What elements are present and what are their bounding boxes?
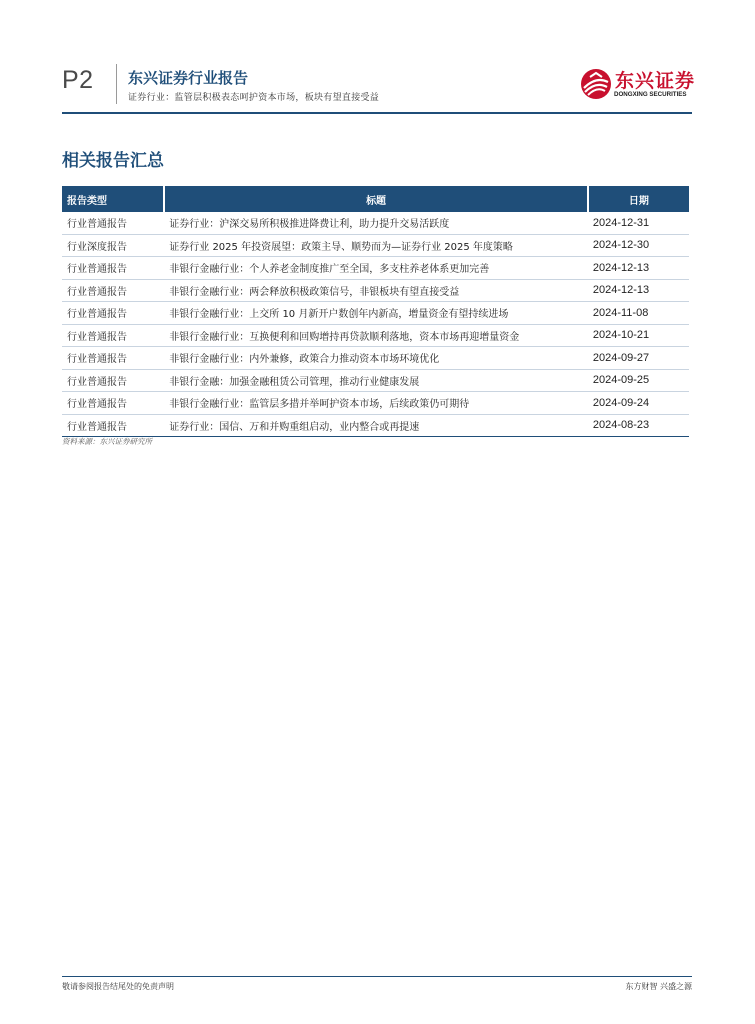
report-title-cell: 非银行金融行业：内外兼修，政策合力推动资本市场环境优化 <box>164 347 588 370</box>
report-date-cell: 2024-09-25 <box>588 369 689 392</box>
company-logo <box>580 66 696 102</box>
report-subtitle: 证券行业：监管层积极表态呵护资本市场，板块有望直接受益 <box>128 93 380 103</box>
logo-name-en: DONGXING SECURITIES <box>614 91 687 98</box>
report-date-cell: 2024-09-24 <box>588 392 689 415</box>
table-row <box>62 347 689 370</box>
report-type-cell: 行业普通报告 <box>62 414 164 437</box>
report-type-cell: 行业普通报告 <box>62 392 164 415</box>
report-type-cell: 行业普通报告 <box>62 369 164 392</box>
report-type-cell: 行业普通报告 <box>62 324 164 347</box>
report-date-cell: 2024-12-13 <box>588 279 689 302</box>
report-date-cell: 2024-09-27 <box>588 347 689 370</box>
table-row <box>62 414 689 437</box>
report-date-cell: 2024-12-31 <box>588 212 689 234</box>
report-date-cell: 2024-12-13 <box>588 257 689 280</box>
report-type-cell: 行业普通报告 <box>62 302 164 325</box>
report-title-cell: 证券行业：国信、万和并购重组启动，业内整合或再提速 <box>164 414 588 437</box>
report-title-cell: 非银行金融行业：个人养老金制度推广至全国，多支柱养老体系更加完善 <box>164 257 588 280</box>
report-date-cell: 2024-08-23 <box>588 414 689 437</box>
report-title-cell: 非银行金融行业：两会释放积极政策信号，非银板块有望直接受益 <box>164 279 588 302</box>
report-title: 东兴证券行业报告 <box>128 69 249 87</box>
report-type-cell: 行业普通报告 <box>62 279 164 302</box>
section-title: 相关报告汇总 <box>62 151 164 171</box>
table-row <box>62 302 689 325</box>
logo-name-cn: 东兴证券 <box>615 70 696 92</box>
page-number: P2 <box>62 66 94 94</box>
report-date-cell: 2024-12-30 <box>588 234 689 257</box>
report-type-cell: 行业深度报告 <box>62 234 164 257</box>
report-title-cell: 证券行业：沪深交易所积极推进降费让利，助力提升交易活跃度 <box>164 212 588 234</box>
header-rule <box>62 112 692 114</box>
report-title-cell: 非银行金融：加强金融租赁公司管理，推动行业健康发展 <box>164 369 588 392</box>
footer-slogan: 东方财智 兴盛之源 <box>625 982 692 991</box>
related-reports-table <box>62 186 689 437</box>
report-title-cell: 非银行金融行业：互换便利和回购增持再贷款顺利落地，资本市场再迎增量资金 <box>164 324 588 347</box>
table-row <box>62 279 689 302</box>
report-type-cell: 行业普通报告 <box>62 257 164 280</box>
source-note: 资料来源：东兴证券研究所 <box>62 437 152 446</box>
table-header-row <box>62 186 689 212</box>
table-row <box>62 369 689 392</box>
footer-disclaimer: 敬请参阅报告结尾处的免责声明 <box>62 982 174 991</box>
header-date: 日期 <box>588 186 689 212</box>
report-title-cell: 非银行金融行业：监管层多措并举呵护资本市场，后续政策仍可期待 <box>164 392 588 415</box>
header-report-type: 报告类型 <box>62 186 164 212</box>
table-row <box>62 257 689 280</box>
table-row <box>62 212 689 234</box>
report-type-cell: 行业普通报告 <box>62 212 164 234</box>
report-type-cell: 行业普通报告 <box>62 347 164 370</box>
footer-rule <box>62 976 692 977</box>
report-date-cell: 2024-11-08 <box>588 302 689 325</box>
report-title-cell: 非银行金融行业：上交所 10 月新开户数创年内新高，增量资金有望持续进场 <box>164 302 588 325</box>
table-row <box>62 392 689 415</box>
report-title-cell: 证券行业 2025 年投资展望：政策主导、顺势而为—证券行业 2025 年度策略 <box>164 234 588 257</box>
header-divider <box>116 64 117 104</box>
table-row <box>62 234 689 257</box>
table-row <box>62 324 689 347</box>
logo-emblem-icon <box>580 68 612 100</box>
header-title: 标题 <box>164 186 588 212</box>
report-date-cell: 2024-10-21 <box>588 324 689 347</box>
